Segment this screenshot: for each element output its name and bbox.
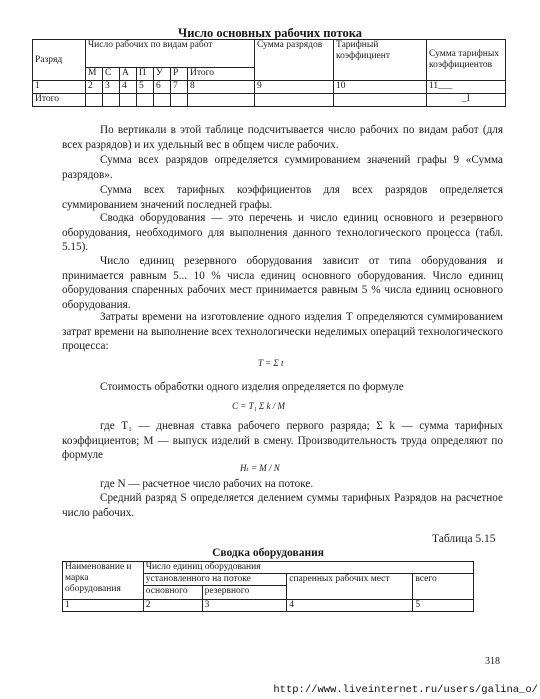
num-cell: 3 — [202, 600, 287, 612]
formula-time: T = Σ t — [258, 358, 284, 368]
num-cell: 11___ — [427, 81, 506, 94]
total-mark: _I — [427, 94, 506, 107]
formula-cost: C = T₁ Σ k / M — [232, 401, 286, 411]
header-coef: Тарифный коэффициент — [334, 40, 427, 81]
equipment-table — [62, 561, 474, 612]
paragraph: Сводка оборудования — это перечень и число единиц основного и резервного оборудования, необходимого для выполнения данного технологического процесса (табл. 5.15). — [62, 212, 503, 254]
num-cell: 2 — [86, 81, 103, 94]
sub-r: Р — [171, 68, 188, 81]
num-cell: 3 — [103, 81, 120, 94]
header-name: Наименование и марка оборудования — [63, 562, 144, 600]
num-cell: 1 — [63, 600, 144, 612]
header-installed: установленного на потоке — [143, 574, 286, 586]
header-workers: Число рабочих по видам работ — [86, 40, 255, 68]
num-cell: 7 — [171, 81, 188, 94]
header-paired: спаренных рабочих мест — [287, 574, 413, 600]
sub-m: М — [86, 68, 103, 81]
table2-title: Сводка оборудования — [212, 547, 324, 559]
header-total: всего — [413, 574, 474, 600]
num-cell: 10 — [334, 81, 427, 94]
sub-total: Итого — [188, 68, 255, 81]
formula-productivity: Hₜ = M / N — [240, 463, 280, 473]
num-cell: 4 — [287, 600, 413, 612]
paragraph: По вертикали в этой таблице подсчитывается число рабочих по видам работ (для всех разрядов) и их удельный вес в общем числе рабочих. — [62, 124, 503, 151]
num-cell: 6 — [154, 81, 171, 94]
total-label: Итого — [33, 94, 86, 107]
num-cell: 5 — [413, 600, 474, 612]
num-cell: 1 — [33, 81, 86, 94]
header-reserve: резервного — [202, 586, 287, 600]
num-cell: 4 — [120, 81, 137, 94]
header-razryad: Разряд — [33, 40, 86, 81]
footer-url: http://www.liveinternet.ru/users/galina_o/ — [273, 684, 538, 696]
header-units: Число единиц оборудования — [143, 562, 473, 574]
paragraph: Сумма всех разрядов определяется суммированием значений графы 9 «Сумма разрядов». — [62, 154, 503, 181]
paragraph: Сумма всех тарифных коэффициентов для всех разрядов определяется суммированием значений последней графы. — [62, 184, 503, 211]
num-cell: 9 — [255, 81, 334, 94]
num-cell: 2 — [143, 600, 202, 612]
paragraph-avg: Средний разряд S определяется делением суммы тарифных Разрядов на расчетное число рабочих. — [62, 492, 503, 519]
num-cell: 5 — [137, 81, 154, 94]
header-sum: Сумма разрядов — [255, 40, 334, 81]
paragraph-where: где T₁ — дневная ставка рабочего первого разряда; Σ k — сумма тарифных коэффициентов; M — выпуск изделий в смену. Производительность труда определяют по формуле — [62, 420, 503, 462]
header-sumcoef: Сумма тарифных коэффициентов — [427, 40, 506, 81]
workers-table — [32, 39, 506, 107]
sub-p: П — [137, 68, 154, 81]
sub-s: С — [103, 68, 120, 81]
paragraph: Число единиц резервного оборудования зависит от типа оборудования и принимается равным 5... 10 % числа единиц основного оборудования. Число единиц оборудования спаренных рабочих мест принимается равным 5 % числа единиц основного оборудования. — [62, 255, 503, 311]
paragraph-n: где N — расчетное число рабочих на потоке. — [100, 478, 314, 490]
paragraph: Затраты времени на изготовление одного изделия T определяются суммированием затрат времени на выполнение всех технологически неделимых операций технологического процесса: — [62, 311, 503, 353]
paragraph-cost: Стоимость обработки одного изделия определяется по формуле — [100, 381, 404, 393]
table1-title: Число основных рабочих потока — [178, 26, 362, 40]
table-caption: Таблица 5.15 — [432, 533, 496, 545]
header-main: основного — [143, 586, 202, 600]
sub-a: А — [120, 68, 137, 81]
sub-u: У — [154, 68, 171, 81]
page-number: 318 — [485, 656, 500, 667]
num-cell: 8 — [188, 81, 255, 94]
